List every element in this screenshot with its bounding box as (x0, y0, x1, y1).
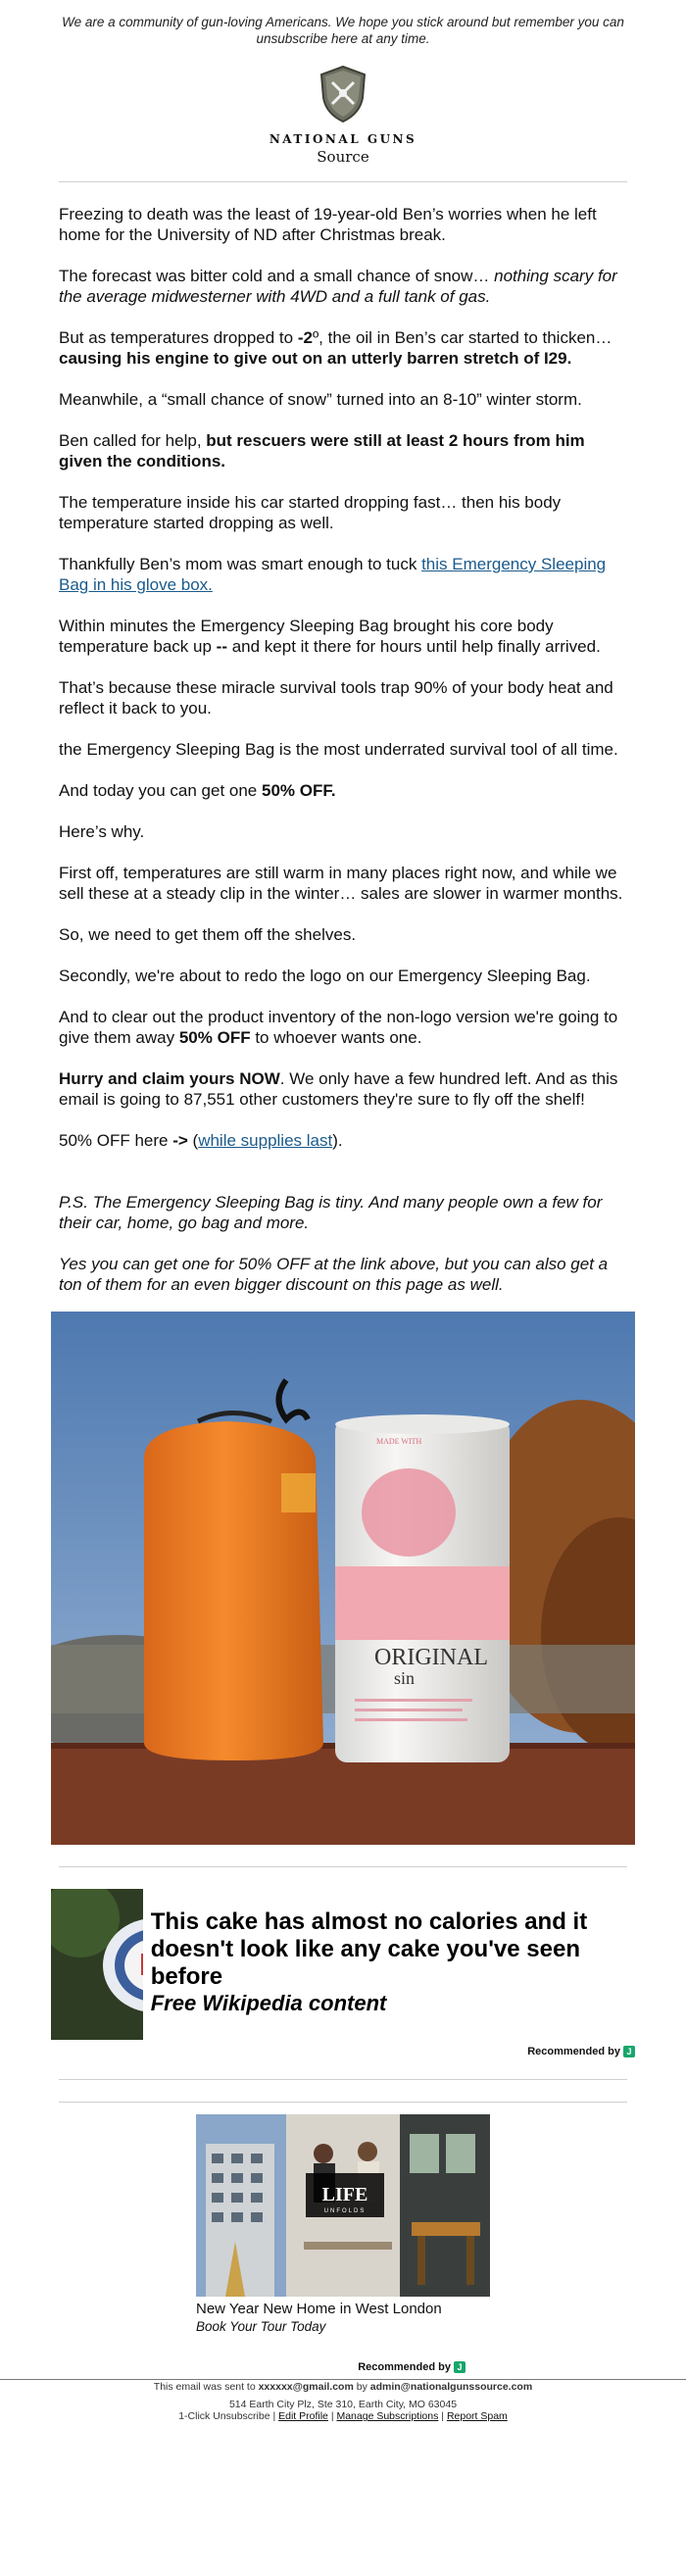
cake-photo (51, 1889, 143, 2040)
paragraph: the Emergency Sleeping Bag is the most underrated survival tool of all time. (59, 740, 618, 759)
recommended-by-label[interactable]: Recommended by J (0, 2361, 686, 2373)
home-photo (196, 2114, 490, 2297)
sleeping-bag-link[interactable]: this Emergency Sleeping Bag in his glove box. (59, 555, 607, 594)
ps-paragraph: P.S. The Emergency Sleeping Bag is tiny. And many people own a few for their car, home, go bag and more. (59, 1193, 603, 1232)
recipient-email: xxxxxx@gmail.com (258, 2381, 354, 2394)
ad-divider (59, 2079, 627, 2080)
recommended-by-label[interactable]: Recommended by J (51, 2046, 635, 2057)
paragraph: And to clear out the product inventory of the non-logo version we're going to give them away 50% OFF to whoever wants one. (59, 1008, 618, 1047)
ad-cta[interactable]: Book Your Tour Today (196, 2319, 326, 2335)
paragraph: 50% OFF here -> (while supplies last). (59, 1131, 343, 1150)
paragraph: Here’s why. (59, 822, 145, 841)
paragraph: Meanwhile, a “small chance of snow” turned into an 8-10” winter storm. (59, 390, 582, 409)
footer-divider (0, 2379, 686, 2380)
overlay-unfolds: UNFOLDS (323, 2208, 367, 2215)
paragraph: Hurry and claim yours NOW. We only have a few hundred left. And as this email is going to 87,551 other customers they're sure to fly off the shelf! (59, 1069, 618, 1109)
paragraph: That’s because these miracle survival tools trap 90% of your body heat and reflect it back to you. (59, 678, 613, 718)
preheader-text: We are a community of gun-loving Americans. We hope you stick around but remember you can unsubscribe here at any time. (62, 15, 624, 46)
brand-logo[interactable] (0, 65, 686, 166)
can-brand: ORIGINAL (374, 1645, 488, 1670)
while-supplies-last-link[interactable]: while supplies last (198, 1131, 333, 1150)
paragraph: The forecast was bitter cold and a small chance of snow… nothing scary for the average midwesterner with 4WD and a full tank of gas. (59, 267, 617, 306)
edit-profile-link[interactable]: Edit Profile (278, 2410, 328, 2423)
top-divider (59, 181, 627, 182)
report-spam-link[interactable]: Report Spam (446, 2410, 508, 2423)
ad-divider (59, 1866, 627, 1867)
footer-links: 1-Click Unsubscribe | Edit Profile | Manage Subscriptions | Report Spam (178, 2410, 508, 2423)
can-label-top: MADE WITH (376, 1437, 422, 1446)
recommender-logo-icon: J (623, 2046, 635, 2057)
ad-source: Free Wikipedia content (150, 1991, 387, 2015)
article-body (0, 204, 686, 1295)
ad-headline[interactable]: New Year New Home in West London (196, 2301, 442, 2318)
overlay-life: LIFE (321, 2184, 368, 2206)
product-photo (51, 1312, 635, 1845)
paragraph: First off, temperatures are still warm in many places right now, and while we sell these at a steady clip in the winter… sales are slower in warmer months. (59, 864, 623, 903)
ps-paragraph: Yes you can get one for 50% OFF at the link above, but you can also get a ton of them for an even bigger discount on this page as well. (59, 1255, 609, 1294)
paragraph: Ben called for help, but rescuers were still at least 2 hours from him given the conditions. (59, 431, 585, 471)
footer-address: 514 Earth City Plz, Ste 310, Earth City, MO 63045 (228, 2399, 458, 2411)
ad-divider (59, 2102, 627, 2103)
paragraph: Freezing to death was the least of 19-year-old Ben’s worries when he left home for the University of ND after Christmas break. (59, 205, 597, 244)
paragraph: So, we need to get them off the shelves. (59, 925, 357, 944)
ad-headline[interactable]: This cake has almost no calories and it doesn't look like any cake you've seen before (150, 1908, 588, 1990)
paragraph: But as temperatures dropped to -2º, the oil in Ben’s car started to thicken… causing his engine to give out on an utterly barren stretch of I29. (59, 328, 612, 368)
cake-ad-text[interactable] (143, 1889, 635, 2040)
brand-line-1: NATIONAL GUNS (269, 132, 417, 146)
sponsored-ad-home[interactable] (196, 2114, 490, 2334)
paragraph: Thankfully Ben’s mom was smart enough to tuck this Emergency Sleeping Bag in his glove box. (59, 555, 607, 594)
recommender-logo-icon: J (454, 2361, 466, 2373)
sender-email: admin@nationalgunssource.com (369, 2381, 533, 2394)
home-ad-image[interactable] (196, 2114, 490, 2297)
footer-sent-line: This email was sent to xxxxxx@gmail.com by admin@nationalgunssource.com (153, 2381, 533, 2394)
can-brand-2: sin (394, 1668, 416, 1688)
footer (0, 2381, 686, 2422)
product-hero-image[interactable] (51, 1312, 635, 1845)
paragraph: Secondly, we're about to redo the logo on our Emergency Sleeping Bag. (59, 966, 591, 985)
unsubscribe-link[interactable]: 1-Click Unsubscribe (178, 2410, 270, 2423)
shield-logo-icon (318, 65, 368, 124)
cake-ad-image[interactable] (51, 1889, 143, 2040)
paragraph: And today you can get one 50% OFF. (59, 781, 336, 800)
brand-line-2: Source (317, 148, 369, 166)
sponsored-ad-cake[interactable] (51, 1889, 635, 2040)
paragraph: The temperature inside his car started dropping fast… then his body temperature started dropping as well. (59, 493, 562, 532)
manage-subscriptions-link[interactable]: Manage Subscriptions (336, 2410, 439, 2423)
paragraph: Within minutes the Emergency Sleeping Bag brought his core body temperature back up -- and kept it there for hours until help finally arrived. (59, 617, 601, 656)
